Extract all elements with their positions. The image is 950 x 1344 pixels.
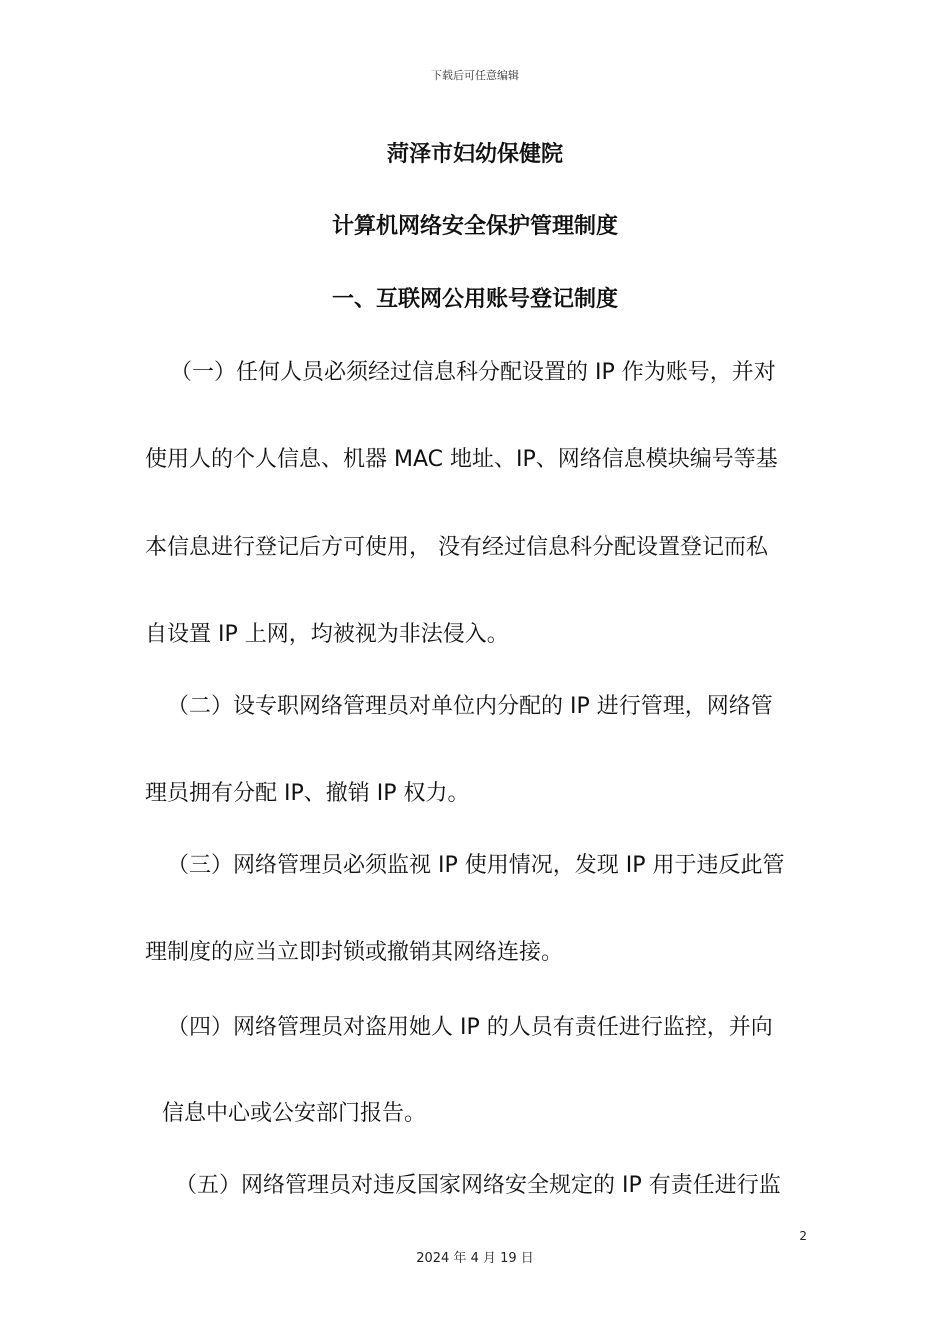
page-number: 2 [799,1229,807,1243]
body-line: 自设置 IP 上网，均被视为非法侵入。 [145,622,509,647]
body-line: 理员拥有分配 IP、撤销 IP 权力。 [145,781,470,806]
hospital-title: 菏泽市妇幼保健院 [386,142,563,167]
header-note: 下载后可任意编辑 [431,69,519,82]
regulation-title: 计算机网络安全保护管理制度 [331,214,618,239]
body-line: （二）设专职网络管理员对单位内分配的 IP 进行管理，网络管 [167,694,773,719]
body-line: 本信息进行登记后方可使用， 没有经过信息科分配设置登记而私 [145,535,768,560]
body-line: 理制度的应当立即封锁或撤销其网络连接。 [145,940,564,965]
footer-date: 2024 年 4 月 19 日 [416,1251,534,1266]
body-line: （三）网络管理员必须监视 IP 使用情况，发现 IP 用于违反此管 [167,853,785,878]
section-heading: 一、互联网公用账号登记制度 [331,287,618,312]
body-line: （一）任何人员必须经过信息科分配设置的 IP 作为账号，并对 [170,360,776,385]
body-line: 信息中心或公安部门报告。 [162,1101,427,1126]
body-line: 使用人的个人信息、机器 MAC 地址、IP、网络信息模块编号等基 [145,447,778,472]
body-line: （五）网络管理员对违反国家网络安全规定的 IP 有责任进行监 [175,1173,781,1198]
body-line: （四）网络管理员对盗用她人 IP 的人员有责任进行监控，并向 [167,1015,773,1040]
